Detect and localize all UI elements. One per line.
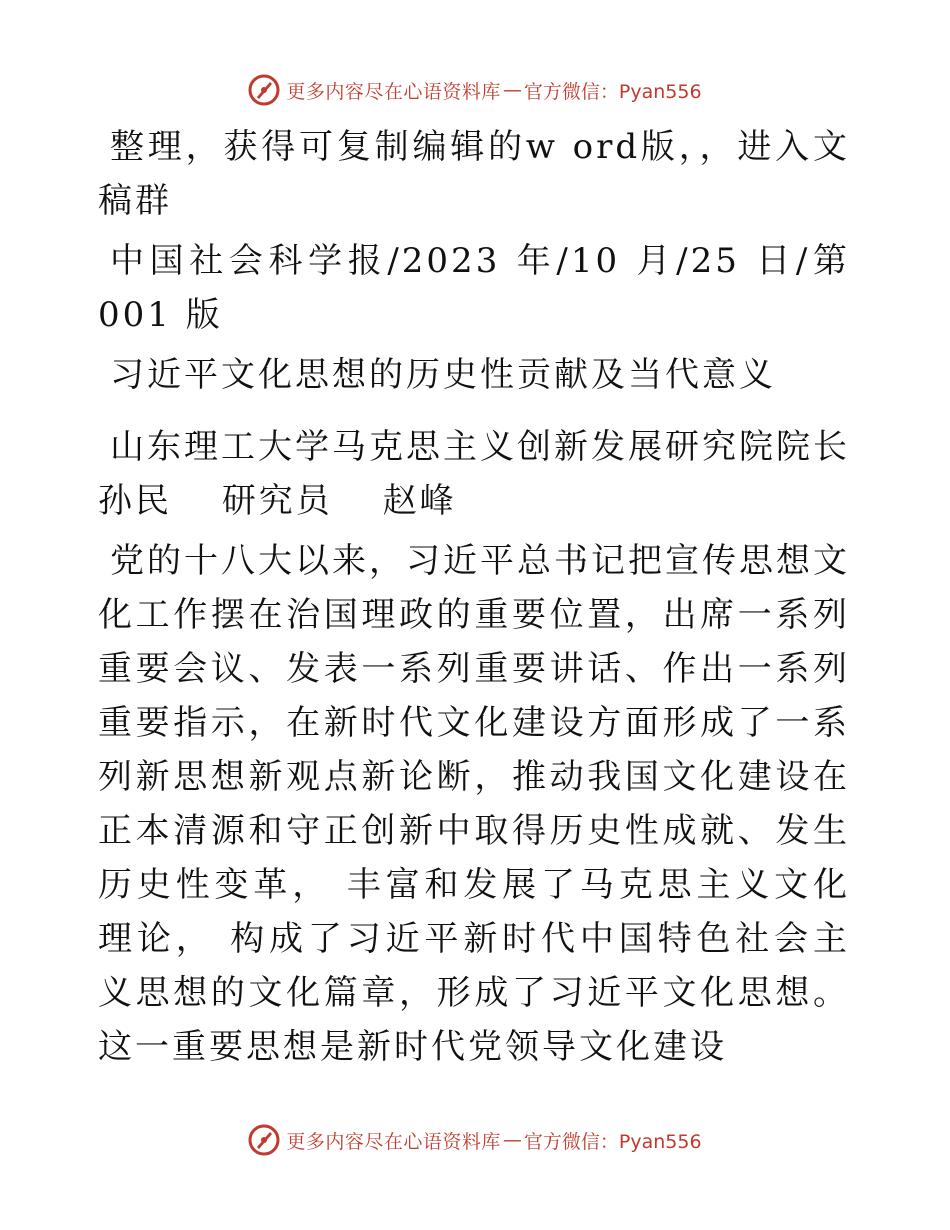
document-body: [98, 120, 850, 1074]
author-names: [98, 474, 850, 528]
bottom-banner: [0, 1120, 950, 1160]
banner-text: 更多内容尽在心语资料库: [286, 80, 501, 103]
banner-wechat: 官方微信：Pyan556: [523, 80, 702, 103]
body-paragraph: 党的十八大以来，习近平总书记把宣传思想文化工作摆在治国理政的重要位置，出席一系列重要会议、发表一系列重要讲话、作出一系列重要指示，在新时代文化建设方面形成了一系列新思想新观点新论断，推动我国文化建设在正本清源和守正创新中取得历史性成就、发生历史性变革， 丰富和发展了马克思主义文化理论， 构成了习近平新时代中国特色社会主义思想的文化篇章，形成了习近平文化思想。这一重要思想是新时代党领导文化建设: [98, 541, 850, 1067]
author-name-1: 孙民: [98, 481, 172, 521]
banner-dash: —: [502, 1129, 522, 1151]
intro-paragraph: 整理，获得可复制编辑的w ord版，，进入文稿群: [98, 127, 850, 221]
author-affiliation: 山东理工大学马克思主义创新发展研究院院长: [110, 427, 850, 467]
banner-wechat: 官方微信：Pyan556: [523, 1130, 702, 1153]
top-banner: [0, 70, 950, 110]
author-name-3: 赵峰: [382, 481, 457, 521]
article-title: 习近平文化思想的历史性贡献及当代意义: [110, 355, 776, 395]
banner-text: 更多内容尽在心语资料库: [286, 1130, 501, 1153]
quill-logo-icon: [248, 74, 280, 106]
source-line: 中国社会科学报/2023 年/10 月/25 日/第 001 版: [98, 241, 850, 335]
author-name-2: 研究员: [221, 481, 333, 521]
quill-logo-icon: [248, 1124, 280, 1156]
banner-dash: —: [502, 79, 522, 101]
